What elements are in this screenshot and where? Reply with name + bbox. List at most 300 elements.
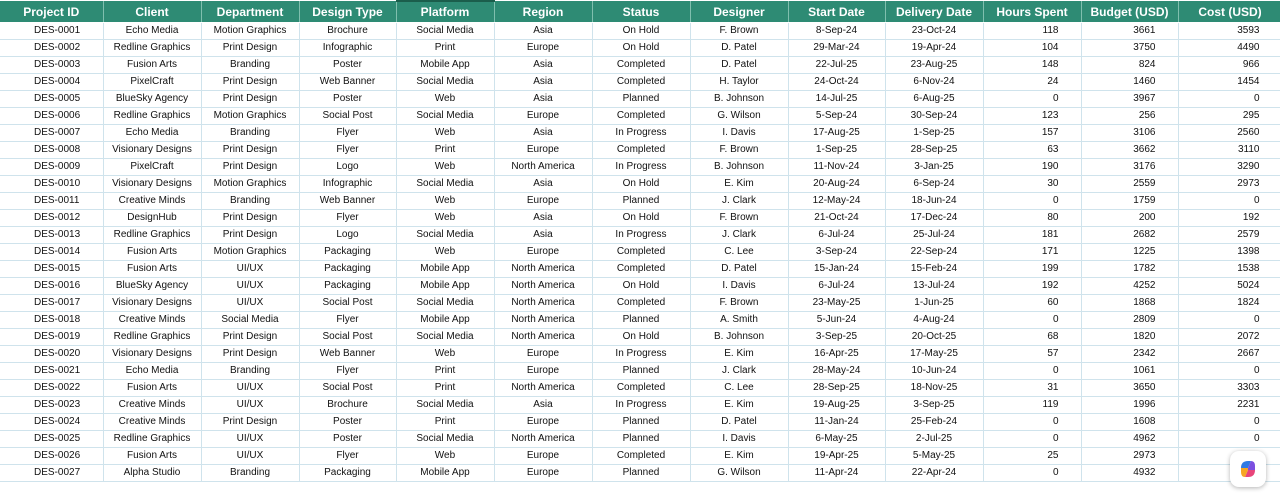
cell-budget[interactable]: 824 bbox=[1081, 57, 1178, 74]
cell-platform[interactable]: Social Media bbox=[396, 397, 494, 414]
cell-project-id[interactable]: DES-0017 bbox=[0, 295, 103, 312]
cell-region[interactable]: North America bbox=[494, 261, 592, 278]
cell-start-date[interactable]: 28-May-24 bbox=[788, 363, 885, 380]
cell-project-id[interactable]: DES-0026 bbox=[0, 448, 103, 465]
cell-start-date[interactable]: 8-Sep-24 bbox=[788, 23, 885, 40]
cell-designer[interactable]: B. Johnson bbox=[690, 91, 788, 108]
cell-delivery-date[interactable]: 3-Jan-25 bbox=[885, 159, 983, 176]
cell-budget[interactable]: 1868 bbox=[1081, 295, 1178, 312]
cell-start-date[interactable]: 11-Nov-24 bbox=[788, 159, 885, 176]
cell-delivery-date[interactable]: 5-May-25 bbox=[885, 448, 983, 465]
cell-design-type[interactable]: Packaging bbox=[299, 278, 396, 295]
cell-status[interactable]: Completed bbox=[592, 57, 690, 74]
cell-client[interactable]: Visionary Designs bbox=[103, 346, 201, 363]
column-header-start-date[interactable]: Start Date bbox=[788, 1, 885, 23]
cell-cost[interactable]: 0 bbox=[1178, 414, 1280, 431]
cell-delivery-date[interactable]: 2-Jul-25 bbox=[885, 431, 983, 448]
cell-project-id[interactable]: DES-0018 bbox=[0, 312, 103, 329]
cell-designer[interactable]: C. Lee bbox=[690, 244, 788, 261]
cell-hours-spent[interactable]: 181 bbox=[983, 227, 1081, 244]
cell-platform[interactable]: Mobile App bbox=[396, 465, 494, 482]
cell-status[interactable]: Completed bbox=[592, 244, 690, 261]
cell-status[interactable]: Completed bbox=[592, 380, 690, 397]
cell-cost[interactable]: 2560 bbox=[1178, 125, 1280, 142]
cell-delivery-date[interactable]: 18-Jun-24 bbox=[885, 193, 983, 210]
cell-design-type[interactable]: Flyer bbox=[299, 312, 396, 329]
cell-platform[interactable]: Web bbox=[396, 448, 494, 465]
cell-budget[interactable]: 3176 bbox=[1081, 159, 1178, 176]
cell-project-id[interactable]: DES-0006 bbox=[0, 108, 103, 125]
cell-delivery-date[interactable]: 18-Nov-25 bbox=[885, 380, 983, 397]
cell-region[interactable]: Europe bbox=[494, 142, 592, 159]
cell-platform[interactable]: Mobile App bbox=[396, 261, 494, 278]
cell-region[interactable]: Asia bbox=[494, 74, 592, 91]
cell-start-date[interactable]: 15-Jan-24 bbox=[788, 261, 885, 278]
cell-hours-spent[interactable]: 190 bbox=[983, 159, 1081, 176]
cell-delivery-date[interactable]: 23-Aug-25 bbox=[885, 57, 983, 74]
cell-project-id[interactable]: DES-0008 bbox=[0, 142, 103, 159]
cell-department[interactable]: Print Design bbox=[201, 159, 299, 176]
cell-cost[interactable]: 0 bbox=[1178, 312, 1280, 329]
cell-cost[interactable]: 2231 bbox=[1178, 397, 1280, 414]
column-header-budget[interactable]: Budget (USD) bbox=[1081, 1, 1178, 23]
cell-budget[interactable]: 1759 bbox=[1081, 193, 1178, 210]
cell-project-id[interactable]: DES-0021 bbox=[0, 363, 103, 380]
cell-project-id[interactable]: DES-0023 bbox=[0, 397, 103, 414]
cell-designer[interactable]: E. Kim bbox=[690, 346, 788, 363]
cell-start-date[interactable]: 19-Apr-25 bbox=[788, 448, 885, 465]
cell-hours-spent[interactable]: 118 bbox=[983, 23, 1081, 40]
cell-budget[interactable]: 3750 bbox=[1081, 40, 1178, 57]
cell-start-date[interactable]: 11-Apr-24 bbox=[788, 465, 885, 482]
cell-delivery-date[interactable]: 1-Sep-25 bbox=[885, 125, 983, 142]
cell-budget[interactable]: 4962 bbox=[1081, 431, 1178, 448]
cell-cost[interactable]: 1538 bbox=[1178, 261, 1280, 278]
cell-project-id[interactable]: DES-0022 bbox=[0, 380, 103, 397]
cell-designer[interactable]: I. Davis bbox=[690, 431, 788, 448]
cell-region[interactable]: Europe bbox=[494, 465, 592, 482]
cell-budget[interactable]: 3106 bbox=[1081, 125, 1178, 142]
cell-platform[interactable]: Mobile App bbox=[396, 312, 494, 329]
cell-hours-spent[interactable]: 0 bbox=[983, 312, 1081, 329]
cell-delivery-date[interactable]: 23-Oct-24 bbox=[885, 23, 983, 40]
cell-design-type[interactable]: Social Post bbox=[299, 108, 396, 125]
cell-project-id[interactable]: DES-0001 bbox=[0, 23, 103, 40]
cell-department[interactable]: Branding bbox=[201, 363, 299, 380]
cell-project-id[interactable]: DES-0011 bbox=[0, 193, 103, 210]
cell-platform[interactable]: Web bbox=[396, 91, 494, 108]
cell-designer[interactable]: D. Patel bbox=[690, 414, 788, 431]
column-header-client[interactable]: Client bbox=[103, 1, 201, 23]
cell-region[interactable]: Asia bbox=[494, 57, 592, 74]
cell-department[interactable]: Print Design bbox=[201, 74, 299, 91]
cell-start-date[interactable]: 19-Aug-25 bbox=[788, 397, 885, 414]
cell-delivery-date[interactable]: 22-Apr-24 bbox=[885, 465, 983, 482]
cell-start-date[interactable]: 5-Jun-24 bbox=[788, 312, 885, 329]
cell-client[interactable]: Redline Graphics bbox=[103, 329, 201, 346]
cell-client[interactable]: Creative Minds bbox=[103, 397, 201, 414]
cell-start-date[interactable]: 29-Mar-24 bbox=[788, 40, 885, 57]
cell-client[interactable]: Visionary Designs bbox=[103, 176, 201, 193]
cell-status[interactable]: Completed bbox=[592, 448, 690, 465]
cell-platform[interactable]: Print bbox=[396, 40, 494, 57]
cell-hours-spent[interactable]: 31 bbox=[983, 380, 1081, 397]
cell-delivery-date[interactable]: 22-Sep-24 bbox=[885, 244, 983, 261]
cell-status[interactable]: On Hold bbox=[592, 210, 690, 227]
cell-cost[interactable]: 0 bbox=[1178, 363, 1280, 380]
cell-client[interactable]: Creative Minds bbox=[103, 312, 201, 329]
cell-project-id[interactable]: DES-0005 bbox=[0, 91, 103, 108]
cell-region[interactable]: Europe bbox=[494, 414, 592, 431]
cell-hours-spent[interactable]: 104 bbox=[983, 40, 1081, 57]
cell-status[interactable]: On Hold bbox=[592, 176, 690, 193]
cell-budget[interactable]: 4252 bbox=[1081, 278, 1178, 295]
cell-department[interactable]: UI/UX bbox=[201, 261, 299, 278]
cell-department[interactable]: Branding bbox=[201, 465, 299, 482]
cell-cost[interactable]: 2667 bbox=[1178, 346, 1280, 363]
cell-designer[interactable]: E. Kim bbox=[690, 176, 788, 193]
column-header-project-id[interactable]: Project ID bbox=[0, 1, 103, 23]
cell-client[interactable]: Alpha Studio bbox=[103, 465, 201, 482]
cell-designer[interactable]: F. Brown bbox=[690, 23, 788, 40]
cell-client[interactable]: BlueSky Agency bbox=[103, 278, 201, 295]
cell-region[interactable]: Europe bbox=[494, 363, 592, 380]
cell-budget[interactable]: 1782 bbox=[1081, 261, 1178, 278]
cell-platform[interactable]: Web bbox=[396, 193, 494, 210]
cell-client[interactable]: Echo Media bbox=[103, 23, 201, 40]
cell-designer[interactable]: G. Wilson bbox=[690, 108, 788, 125]
cell-cost[interactable]: 192 bbox=[1178, 210, 1280, 227]
cell-delivery-date[interactable]: 25-Jul-24 bbox=[885, 227, 983, 244]
cell-platform[interactable]: Print bbox=[396, 414, 494, 431]
cell-design-type[interactable]: Brochure bbox=[299, 23, 396, 40]
cell-delivery-date[interactable]: 25-Feb-24 bbox=[885, 414, 983, 431]
cell-design-type[interactable]: Infographic bbox=[299, 40, 396, 57]
cell-hours-spent[interactable]: 148 bbox=[983, 57, 1081, 74]
cell-budget[interactable]: 3650 bbox=[1081, 380, 1178, 397]
cell-client[interactable]: Echo Media bbox=[103, 125, 201, 142]
cell-status[interactable]: On Hold bbox=[592, 278, 690, 295]
cell-start-date[interactable]: 6-May-25 bbox=[788, 431, 885, 448]
cell-region[interactable]: Asia bbox=[494, 210, 592, 227]
cell-delivery-date[interactable]: 6-Aug-25 bbox=[885, 91, 983, 108]
cell-client[interactable]: Fusion Arts bbox=[103, 380, 201, 397]
cell-status[interactable]: Planned bbox=[592, 193, 690, 210]
cell-project-id[interactable]: DES-0013 bbox=[0, 227, 103, 244]
cell-status[interactable]: In Progress bbox=[592, 159, 690, 176]
cell-status[interactable]: Completed bbox=[592, 108, 690, 125]
cell-design-type[interactable]: Web Banner bbox=[299, 346, 396, 363]
cell-department[interactable]: Print Design bbox=[201, 210, 299, 227]
cell-client[interactable]: Fusion Arts bbox=[103, 261, 201, 278]
cell-department[interactable]: Motion Graphics bbox=[201, 108, 299, 125]
cell-hours-spent[interactable]: 171 bbox=[983, 244, 1081, 261]
cell-budget[interactable]: 1996 bbox=[1081, 397, 1178, 414]
cell-designer[interactable]: F. Brown bbox=[690, 210, 788, 227]
cell-budget[interactable]: 2682 bbox=[1081, 227, 1178, 244]
cell-designer[interactable]: F. Brown bbox=[690, 142, 788, 159]
cell-project-id[interactable]: DES-0016 bbox=[0, 278, 103, 295]
cell-designer[interactable]: J. Clark bbox=[690, 227, 788, 244]
cell-budget[interactable]: 1820 bbox=[1081, 329, 1178, 346]
cell-cost[interactable]: 2579 bbox=[1178, 227, 1280, 244]
cell-start-date[interactable]: 24-Oct-24 bbox=[788, 74, 885, 91]
cell-cost[interactable]: 1454 bbox=[1178, 74, 1280, 91]
cell-department[interactable]: Print Design bbox=[201, 40, 299, 57]
cell-designer[interactable]: H. Taylor bbox=[690, 74, 788, 91]
cell-design-type[interactable]: Poster bbox=[299, 57, 396, 74]
cell-designer[interactable]: B. Johnson bbox=[690, 329, 788, 346]
cell-designer[interactable]: I. Davis bbox=[690, 125, 788, 142]
cell-platform[interactable]: Web bbox=[396, 244, 494, 261]
cell-cost[interactable]: 966 bbox=[1178, 57, 1280, 74]
cell-hours-spent[interactable]: 192 bbox=[983, 278, 1081, 295]
cell-project-id[interactable]: DES-0002 bbox=[0, 40, 103, 57]
cell-client[interactable]: Echo Media bbox=[103, 363, 201, 380]
cell-client[interactable]: Visionary Designs bbox=[103, 142, 201, 159]
cell-platform[interactable]: Web bbox=[396, 125, 494, 142]
cell-client[interactable]: DesignHub bbox=[103, 210, 201, 227]
cell-hours-spent[interactable]: 0 bbox=[983, 193, 1081, 210]
cell-delivery-date[interactable]: 3-Sep-25 bbox=[885, 397, 983, 414]
cell-delivery-date[interactable]: 10-Jun-24 bbox=[885, 363, 983, 380]
cell-project-id[interactable]: DES-0014 bbox=[0, 244, 103, 261]
cell-platform[interactable]: Social Media bbox=[396, 74, 494, 91]
cell-hours-spent[interactable]: 63 bbox=[983, 142, 1081, 159]
cell-region[interactable]: Europe bbox=[494, 40, 592, 57]
cell-delivery-date[interactable]: 30-Sep-24 bbox=[885, 108, 983, 125]
cell-hours-spent[interactable]: 0 bbox=[983, 465, 1081, 482]
cell-department[interactable]: UI/UX bbox=[201, 380, 299, 397]
column-header-hours-spent[interactable]: Hours Spent bbox=[983, 1, 1081, 23]
cell-delivery-date[interactable]: 4-Aug-24 bbox=[885, 312, 983, 329]
cell-client[interactable]: Fusion Arts bbox=[103, 57, 201, 74]
cell-project-id[interactable]: DES-0027 bbox=[0, 465, 103, 482]
cell-delivery-date[interactable]: 13-Jul-24 bbox=[885, 278, 983, 295]
cell-budget[interactable]: 2809 bbox=[1081, 312, 1178, 329]
cell-status[interactable]: Planned bbox=[592, 431, 690, 448]
cell-client[interactable]: Fusion Arts bbox=[103, 244, 201, 261]
cell-department[interactable]: Print Design bbox=[201, 329, 299, 346]
cell-hours-spent[interactable]: 123 bbox=[983, 108, 1081, 125]
cell-design-type[interactable]: Logo bbox=[299, 227, 396, 244]
cell-design-type[interactable]: Web Banner bbox=[299, 74, 396, 91]
cell-department[interactable]: Print Design bbox=[201, 414, 299, 431]
cell-department[interactable]: UI/UX bbox=[201, 431, 299, 448]
cell-region[interactable]: Asia bbox=[494, 125, 592, 142]
cell-design-type[interactable]: Flyer bbox=[299, 125, 396, 142]
cell-budget[interactable]: 3662 bbox=[1081, 142, 1178, 159]
column-header-department[interactable]: Department bbox=[201, 1, 299, 23]
cell-client[interactable]: Visionary Designs bbox=[103, 295, 201, 312]
cell-status[interactable]: On Hold bbox=[592, 40, 690, 57]
cell-design-type[interactable]: Packaging bbox=[299, 244, 396, 261]
cell-cost[interactable]: 3303 bbox=[1178, 380, 1280, 397]
cell-client[interactable]: Redline Graphics bbox=[103, 431, 201, 448]
cell-designer[interactable]: G. Wilson bbox=[690, 465, 788, 482]
cell-hours-spent[interactable]: 0 bbox=[983, 431, 1081, 448]
cell-region[interactable]: North America bbox=[494, 159, 592, 176]
cell-cost[interactable]: 2973 bbox=[1178, 176, 1280, 193]
column-header-cost[interactable]: Cost (USD) bbox=[1178, 1, 1280, 23]
cell-hours-spent[interactable]: 25 bbox=[983, 448, 1081, 465]
cell-region[interactable]: Europe bbox=[494, 108, 592, 125]
cell-hours-spent[interactable]: 60 bbox=[983, 295, 1081, 312]
cell-start-date[interactable]: 22-Jul-25 bbox=[788, 57, 885, 74]
cell-client[interactable]: Redline Graphics bbox=[103, 108, 201, 125]
cell-delivery-date[interactable]: 28-Sep-25 bbox=[885, 142, 983, 159]
cell-budget[interactable]: 1608 bbox=[1081, 414, 1178, 431]
cell-design-type[interactable]: Poster bbox=[299, 414, 396, 431]
cell-design-type[interactable]: Poster bbox=[299, 431, 396, 448]
cell-design-type[interactable]: Packaging bbox=[299, 465, 396, 482]
cell-platform[interactable]: Mobile App bbox=[396, 57, 494, 74]
cell-department[interactable]: Branding bbox=[201, 193, 299, 210]
cell-designer[interactable]: F. Brown bbox=[690, 295, 788, 312]
cell-designer[interactable]: D. Patel bbox=[690, 40, 788, 57]
cell-status[interactable]: Planned bbox=[592, 312, 690, 329]
cell-start-date[interactable]: 21-Oct-24 bbox=[788, 210, 885, 227]
cell-cost[interactable]: 5024 bbox=[1178, 278, 1280, 295]
cell-start-date[interactable]: 12-May-24 bbox=[788, 193, 885, 210]
cell-budget[interactable]: 2342 bbox=[1081, 346, 1178, 363]
cell-delivery-date[interactable]: 17-Dec-24 bbox=[885, 210, 983, 227]
column-header-region[interactable]: Region bbox=[494, 1, 592, 23]
cell-region[interactable]: Asia bbox=[494, 91, 592, 108]
cell-designer[interactable]: J. Clark bbox=[690, 363, 788, 380]
cell-design-type[interactable]: Infographic bbox=[299, 176, 396, 193]
cell-designer[interactable]: B. Johnson bbox=[690, 159, 788, 176]
cell-project-id[interactable]: DES-0024 bbox=[0, 414, 103, 431]
cell-region[interactable]: Europe bbox=[494, 193, 592, 210]
cell-department[interactable]: Motion Graphics bbox=[201, 176, 299, 193]
cell-design-type[interactable]: Social Post bbox=[299, 380, 396, 397]
cell-status[interactable]: On Hold bbox=[592, 23, 690, 40]
cell-status[interactable]: Planned bbox=[592, 91, 690, 108]
cell-budget[interactable]: 2973 bbox=[1081, 448, 1178, 465]
cell-platform[interactable]: Web bbox=[396, 346, 494, 363]
cell-status[interactable]: Planned bbox=[592, 465, 690, 482]
cell-status[interactable]: Planned bbox=[592, 363, 690, 380]
cell-client[interactable]: Creative Minds bbox=[103, 414, 201, 431]
cell-delivery-date[interactable]: 1-Jun-25 bbox=[885, 295, 983, 312]
column-header-status[interactable]: Status bbox=[592, 1, 690, 23]
cell-design-type[interactable]: Brochure bbox=[299, 397, 396, 414]
cell-designer[interactable]: J. Clark bbox=[690, 193, 788, 210]
cell-department[interactable]: Print Design bbox=[201, 91, 299, 108]
cell-budget[interactable]: 256 bbox=[1081, 108, 1178, 125]
cell-platform[interactable]: Print bbox=[396, 142, 494, 159]
cell-platform[interactable]: Print bbox=[396, 363, 494, 380]
cell-region[interactable]: North America bbox=[494, 431, 592, 448]
cell-hours-spent[interactable]: 119 bbox=[983, 397, 1081, 414]
cell-hours-spent[interactable]: 199 bbox=[983, 261, 1081, 278]
cell-design-type[interactable]: Flyer bbox=[299, 363, 396, 380]
cell-region[interactable]: Asia bbox=[494, 227, 592, 244]
cell-cost[interactable]: 4490 bbox=[1178, 40, 1280, 57]
cell-status[interactable]: In Progress bbox=[592, 346, 690, 363]
cell-department[interactable]: Branding bbox=[201, 57, 299, 74]
cell-status[interactable]: Planned bbox=[592, 414, 690, 431]
cell-start-date[interactable]: 16-Apr-25 bbox=[788, 346, 885, 363]
cell-client[interactable]: PixelCraft bbox=[103, 74, 201, 91]
cell-design-type[interactable]: Flyer bbox=[299, 210, 396, 227]
cell-project-id[interactable]: DES-0019 bbox=[0, 329, 103, 346]
cell-start-date[interactable]: 6-Jul-24 bbox=[788, 227, 885, 244]
cell-delivery-date[interactable]: 20-Oct-25 bbox=[885, 329, 983, 346]
cell-budget[interactable]: 1061 bbox=[1081, 363, 1178, 380]
cell-start-date[interactable]: 28-Sep-25 bbox=[788, 380, 885, 397]
cell-department[interactable]: Motion Graphics bbox=[201, 23, 299, 40]
cell-status[interactable]: Completed bbox=[592, 74, 690, 91]
cell-region[interactable]: Asia bbox=[494, 397, 592, 414]
cell-department[interactable]: Print Design bbox=[201, 346, 299, 363]
cell-platform[interactable]: Mobile App bbox=[396, 278, 494, 295]
cell-status[interactable]: In Progress bbox=[592, 125, 690, 142]
cell-client[interactable]: Creative Minds bbox=[103, 193, 201, 210]
cell-client[interactable]: BlueSky Agency bbox=[103, 91, 201, 108]
cell-cost[interactable]: 295 bbox=[1178, 108, 1280, 125]
cell-client[interactable]: Redline Graphics bbox=[103, 227, 201, 244]
cell-client[interactable]: Fusion Arts bbox=[103, 448, 201, 465]
cell-hours-spent[interactable]: 0 bbox=[983, 363, 1081, 380]
cell-region[interactable]: Europe bbox=[494, 448, 592, 465]
cell-platform[interactable]: Social Media bbox=[396, 176, 494, 193]
cell-status[interactable]: In Progress bbox=[592, 397, 690, 414]
cell-department[interactable]: Motion Graphics bbox=[201, 244, 299, 261]
column-header-platform[interactable]: Platform bbox=[396, 1, 494, 23]
cell-department[interactable]: UI/UX bbox=[201, 295, 299, 312]
cell-delivery-date[interactable]: 6-Nov-24 bbox=[885, 74, 983, 91]
cell-status[interactable]: Completed bbox=[592, 142, 690, 159]
cell-region[interactable]: Europe bbox=[494, 244, 592, 261]
cell-design-type[interactable]: Social Post bbox=[299, 295, 396, 312]
cell-designer[interactable]: C. Lee bbox=[690, 380, 788, 397]
cell-project-id[interactable]: DES-0010 bbox=[0, 176, 103, 193]
cell-budget[interactable]: 3661 bbox=[1081, 23, 1178, 40]
cell-designer[interactable]: A. Smith bbox=[690, 312, 788, 329]
cell-platform[interactable]: Social Media bbox=[396, 329, 494, 346]
cell-hours-spent[interactable]: 68 bbox=[983, 329, 1081, 346]
cell-project-id[interactable]: DES-0020 bbox=[0, 346, 103, 363]
cell-project-id[interactable]: DES-0003 bbox=[0, 57, 103, 74]
cell-designer[interactable]: I. Davis bbox=[690, 278, 788, 295]
cell-design-type[interactable]: Packaging bbox=[299, 261, 396, 278]
cell-department[interactable]: UI/UX bbox=[201, 278, 299, 295]
cell-cost[interactable]: 3593 bbox=[1178, 23, 1280, 40]
cell-delivery-date[interactable]: 15-Feb-24 bbox=[885, 261, 983, 278]
cell-designer[interactable]: D. Patel bbox=[690, 261, 788, 278]
cell-design-type[interactable]: Web Banner bbox=[299, 193, 396, 210]
cell-department[interactable]: UI/UX bbox=[201, 397, 299, 414]
cell-region[interactable]: Europe bbox=[494, 346, 592, 363]
cell-department[interactable]: Branding bbox=[201, 125, 299, 142]
cell-budget[interactable]: 1225 bbox=[1081, 244, 1178, 261]
cell-department[interactable]: Social Media bbox=[201, 312, 299, 329]
cell-platform[interactable]: Social Media bbox=[396, 23, 494, 40]
cell-start-date[interactable]: 5-Sep-24 bbox=[788, 108, 885, 125]
cell-project-id[interactable]: DES-0007 bbox=[0, 125, 103, 142]
cell-department[interactable]: Print Design bbox=[201, 227, 299, 244]
cell-platform[interactable]: Web bbox=[396, 210, 494, 227]
cell-hours-spent[interactable]: 157 bbox=[983, 125, 1081, 142]
cell-project-id[interactable]: DES-0015 bbox=[0, 261, 103, 278]
cell-cost[interactable]: 3110 bbox=[1178, 142, 1280, 159]
cell-budget[interactable]: 200 bbox=[1081, 210, 1178, 227]
cell-delivery-date[interactable]: 6-Sep-24 bbox=[885, 176, 983, 193]
cell-start-date[interactable]: 14-Jul-25 bbox=[788, 91, 885, 108]
cell-client[interactable]: PixelCraft bbox=[103, 159, 201, 176]
